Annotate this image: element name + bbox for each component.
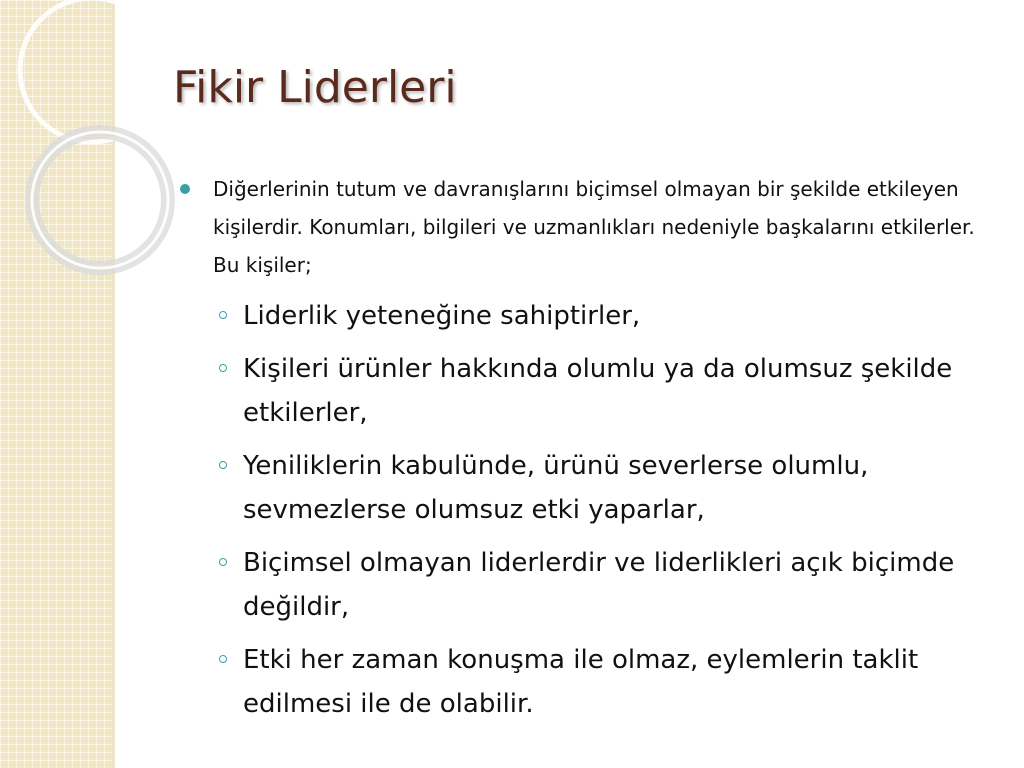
decorative-rings bbox=[0, 0, 200, 320]
ring-bullet-icon bbox=[219, 311, 227, 319]
decorative-ring-highlight bbox=[32, 132, 168, 268]
list-item bbox=[178, 347, 998, 435]
ring-bullet-icon bbox=[219, 364, 227, 372]
list-item bbox=[178, 444, 998, 532]
list-item bbox=[178, 294, 998, 338]
slide-title: Fikir Liderleri bbox=[173, 62, 457, 113]
list-item-text: Yeniliklerin kabulünde, ürünü severlerse olumlu, sevmezlerse olumsuz etki yaparlar, bbox=[243, 451, 869, 525]
list-item bbox=[178, 638, 998, 726]
intro-paragraph bbox=[178, 170, 998, 284]
ring-bullet-icon bbox=[219, 558, 227, 566]
list-item-text: Kişileri ürünler hakkında olumlu ya da olumsuz şekilde etkilerler, bbox=[243, 354, 953, 428]
filled-bullet-icon bbox=[180, 184, 190, 194]
ring-bullet-icon bbox=[219, 655, 227, 663]
list-item-text: Etki her zaman konuşma ile olmaz, eylemlerin taklit edilmesi ile de olabilir. bbox=[243, 645, 919, 719]
list-item-text: Liderlik yeteneğine sahiptirler, bbox=[243, 301, 641, 331]
list-item bbox=[178, 541, 998, 629]
ring-bullet-icon bbox=[219, 461, 227, 469]
list-item-text: Biçimsel olmayan liderlerdir ve liderlikleri açık biçimde değildir, bbox=[243, 548, 955, 622]
sub-bullet-list bbox=[178, 294, 998, 726]
slide-body bbox=[178, 170, 998, 735]
intro-text: Diğerlerinin tutum ve davranışlarını biçimsel olmayan bir şekilde etkileyen kişilerdir. Konumları, bilgileri ve uzmanlıkları nedeniyle başkalarını etkilerler. Bu kişiler; bbox=[213, 177, 975, 277]
decorative-ring-outer bbox=[20, 0, 164, 142]
